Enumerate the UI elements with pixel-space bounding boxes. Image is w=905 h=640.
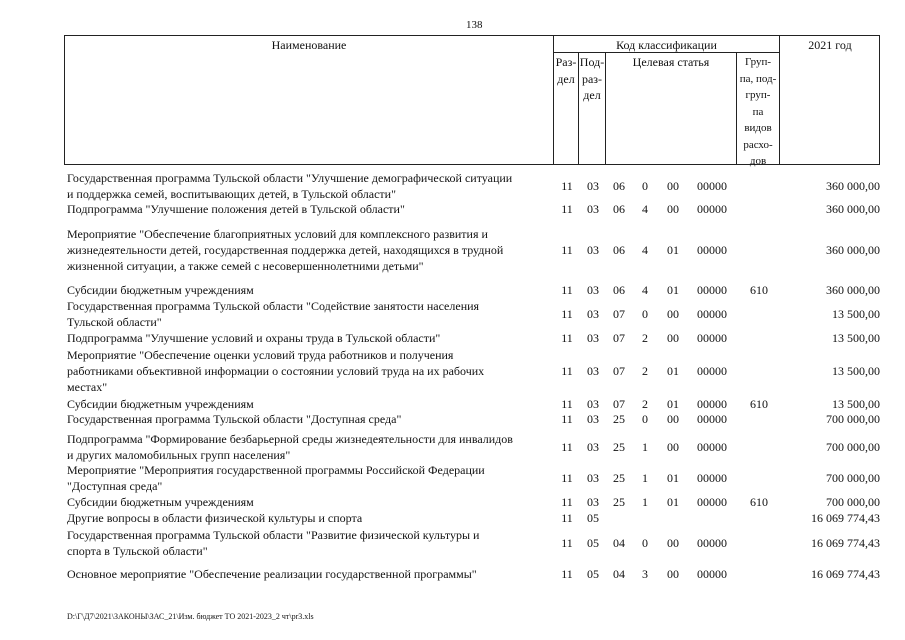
row-podrazdel: 03 <box>587 440 599 454</box>
row-amount: 700 000,00 <box>826 440 880 454</box>
table-row <box>0 431 905 463</box>
header-target: Целевая статья <box>632 55 710 69</box>
row-amount: 700 000,00 <box>826 412 880 426</box>
row-amount: 360 000,00 <box>826 283 880 297</box>
row-target-event: 00 <box>667 440 679 454</box>
row-name: Государственная программа Тульской области "Доступная среда" <box>67 412 402 426</box>
row-razdel: 11 <box>561 440 573 454</box>
row-razdel: 11 <box>561 567 573 581</box>
row-razdel: 11 <box>561 283 573 297</box>
row-amount: 16 069 774,43 <box>811 536 880 550</box>
row-name: Субсидии бюджетным учреждениям <box>67 283 254 297</box>
row-target-program: 06 <box>613 243 625 257</box>
footer-file-path: D:\Г\Д7\2021\ЗАКОНЫ\ЗАС_21\Изм. бюджет ТО 2021-2023_2 чт\pr3.xls <box>67 612 314 621</box>
row-target-event: 00 <box>667 536 679 550</box>
table-row <box>0 282 905 298</box>
row-target-event: 01 <box>667 243 679 257</box>
row-name: Подпрограмма "Улучшение условий и охраны труда в Тульской области" <box>67 331 441 345</box>
row-target-subprogram: 1 <box>642 495 648 509</box>
row-podrazdel: 03 <box>587 397 599 411</box>
row-target-event: 00 <box>667 331 679 345</box>
row-expense-group: 610 <box>750 495 768 509</box>
row-target-program: 25 <box>613 440 625 454</box>
row-target-subprogram: 2 <box>642 364 648 378</box>
row-target-program: 07 <box>613 331 625 345</box>
row-target-direction: 00000 <box>697 202 727 216</box>
header-classification: Код классификации <box>616 38 717 52</box>
table-row <box>0 494 905 510</box>
row-target-direction: 00000 <box>697 440 727 454</box>
row-podrazdel: 03 <box>587 243 599 257</box>
row-target-direction: 00000 <box>697 283 727 297</box>
row-target-direction: 00000 <box>697 412 727 426</box>
row-target-direction: 00000 <box>697 331 727 345</box>
row-target-subprogram: 4 <box>642 283 648 297</box>
row-name: Мероприятие "Обеспечение благоприятных условий для комплексного развития и жизнедеятельности детей, государственная поддержка детей, находящихся в трудной жизненной ситуации, а также семей с несовершеннолетними детьми" <box>67 227 504 273</box>
row-razdel: 11 <box>561 243 573 257</box>
row-razdel: 11 <box>561 397 573 411</box>
row-razdel: 11 <box>561 364 573 378</box>
row-podrazdel: 05 <box>587 511 599 525</box>
row-amount: 13 500,00 <box>832 307 880 321</box>
row-target-program: 25 <box>613 471 625 485</box>
row-razdel: 11 <box>561 495 573 509</box>
row-target-subprogram: 0 <box>642 412 648 426</box>
table-row <box>0 170 905 202</box>
row-target-direction: 00000 <box>697 364 727 378</box>
row-target-event: 00 <box>667 412 679 426</box>
table-row <box>0 347 905 395</box>
table-row <box>0 330 905 346</box>
page-number: 138 <box>466 19 483 31</box>
row-podrazdel: 03 <box>587 331 599 345</box>
row-target-subprogram: 4 <box>642 202 648 216</box>
row-target-direction: 00000 <box>697 397 727 411</box>
row-amount: 360 000,00 <box>826 179 880 193</box>
row-target-event: 01 <box>667 471 679 485</box>
row-target-subprogram: 0 <box>642 536 648 550</box>
header-group: Груп- па, под- груп- па видов расхо- дов <box>739 56 777 167</box>
row-target-program: 04 <box>613 567 625 581</box>
row-target-subprogram: 2 <box>642 397 648 411</box>
row-amount: 16 069 774,43 <box>811 511 880 525</box>
row-name: Подпрограмма "Улучшение положения детей в Тульской области" <box>67 202 405 216</box>
row-podrazdel: 03 <box>587 179 599 193</box>
row-expense-group: 610 <box>750 397 768 411</box>
row-target-direction: 00000 <box>697 536 727 550</box>
table-row <box>0 298 905 330</box>
row-target-program: 06 <box>613 179 625 193</box>
table-row <box>0 566 905 582</box>
row-amount: 700 000,00 <box>826 471 880 485</box>
row-razdel: 11 <box>561 536 573 550</box>
row-amount: 700 000,00 <box>826 495 880 509</box>
row-target-subprogram: 2 <box>642 331 648 345</box>
row-name: Основное мероприятие "Обеспечение реализации государственной программы" <box>67 567 477 581</box>
row-target-program: 25 <box>613 495 625 509</box>
row-razdel: 11 <box>561 307 573 321</box>
row-razdel: 11 <box>561 412 573 426</box>
row-podrazdel: 03 <box>587 283 599 297</box>
table-row <box>0 510 905 526</box>
row-target-program: 06 <box>613 202 625 216</box>
row-target-event: 00 <box>667 202 679 216</box>
row-name: Субсидии бюджетным учреждениям <box>67 397 254 411</box>
row-podrazdel: 03 <box>587 471 599 485</box>
row-target-event: 00 <box>667 307 679 321</box>
row-target-program: 04 <box>613 536 625 550</box>
row-target-event: 01 <box>667 364 679 378</box>
row-podrazdel: 03 <box>587 307 599 321</box>
row-target-event: 01 <box>667 397 679 411</box>
row-amount: 13 500,00 <box>832 331 880 345</box>
row-name: Другие вопросы в области физической культуры и спорта <box>67 511 363 525</box>
row-target-direction: 00000 <box>697 495 727 509</box>
row-name: Подпрограмма "Формирование безбарьерной среды жизнедеятельности для инвалидов и других маломобильных групп населения" <box>67 432 513 462</box>
row-amount: 13 500,00 <box>832 364 880 378</box>
table-row <box>0 527 905 559</box>
row-target-event: 00 <box>667 567 679 581</box>
row-razdel: 11 <box>561 331 573 345</box>
row-amount: 360 000,00 <box>826 243 880 257</box>
row-razdel: 11 <box>561 202 573 216</box>
row-podrazdel: 05 <box>587 567 599 581</box>
row-target-subprogram: 4 <box>642 243 648 257</box>
row-razdel: 11 <box>561 179 573 193</box>
row-name: Субсидии бюджетным учреждениям <box>67 495 254 509</box>
header-year: 2021 год <box>808 38 852 52</box>
row-razdel: 11 <box>561 471 573 485</box>
row-target-program: 07 <box>613 364 625 378</box>
row-target-event: 01 <box>667 283 679 297</box>
row-name: Государственная программа Тульской области "Содействие занятости населения Тульской области" <box>67 299 480 329</box>
row-target-subprogram: 0 <box>642 307 648 321</box>
row-expense-group: 610 <box>750 283 768 297</box>
row-name: Государственная программа Тульской области "Развитие физической культуры и спорта в Тульской области" <box>67 528 480 558</box>
row-target-program: 25 <box>613 412 625 426</box>
table-row <box>0 396 905 412</box>
row-target-direction: 00000 <box>697 567 727 581</box>
row-amount: 360 000,00 <box>826 202 880 216</box>
row-razdel: 11 <box>561 511 573 525</box>
row-target-program: 07 <box>613 307 625 321</box>
row-target-direction: 00000 <box>697 471 727 485</box>
row-target-program: 06 <box>613 283 625 297</box>
row-target-subprogram: 1 <box>642 440 648 454</box>
row-podrazdel: 05 <box>587 536 599 550</box>
row-target-subprogram: 0 <box>642 179 648 193</box>
row-podrazdel: 03 <box>587 412 599 426</box>
row-target-event: 01 <box>667 495 679 509</box>
row-podrazdel: 03 <box>587 202 599 216</box>
row-amount: 13 500,00 <box>832 397 880 411</box>
row-target-event: 00 <box>667 179 679 193</box>
row-podrazdel: 03 <box>587 495 599 509</box>
row-podrazdel: 03 <box>587 364 599 378</box>
row-target-subprogram: 3 <box>642 567 648 581</box>
row-name: Государственная программа Тульской области "Улучшение демографической ситуации и поддержка семей, воспитывающих детей, в Тульской области" <box>67 171 513 201</box>
table-row <box>0 411 905 427</box>
table-row <box>0 226 905 274</box>
row-target-direction: 00000 <box>697 179 727 193</box>
row-name: Мероприятие "Обеспечение оценки условий труда работников и получения работниками объективной информации о состоянии условий труда на их рабочих местах" <box>67 348 485 394</box>
row-target-program: 07 <box>613 397 625 411</box>
header-razdel: Раз- дел <box>555 55 577 86</box>
row-target-direction: 00000 <box>697 243 727 257</box>
row-target-direction: 00000 <box>697 307 727 321</box>
header-podrazdel: Под- раз- дел <box>579 55 605 102</box>
header-name: Наименование <box>271 38 347 52</box>
row-target-subprogram: 1 <box>642 471 648 485</box>
row-amount: 16 069 774,43 <box>811 567 880 581</box>
table-row <box>0 201 905 217</box>
table-header <box>64 35 880 165</box>
table-row <box>0 462 905 494</box>
row-name: Мероприятие "Мероприятия государственной программы Российской Федерации "Доступная среда" <box>67 463 485 493</box>
